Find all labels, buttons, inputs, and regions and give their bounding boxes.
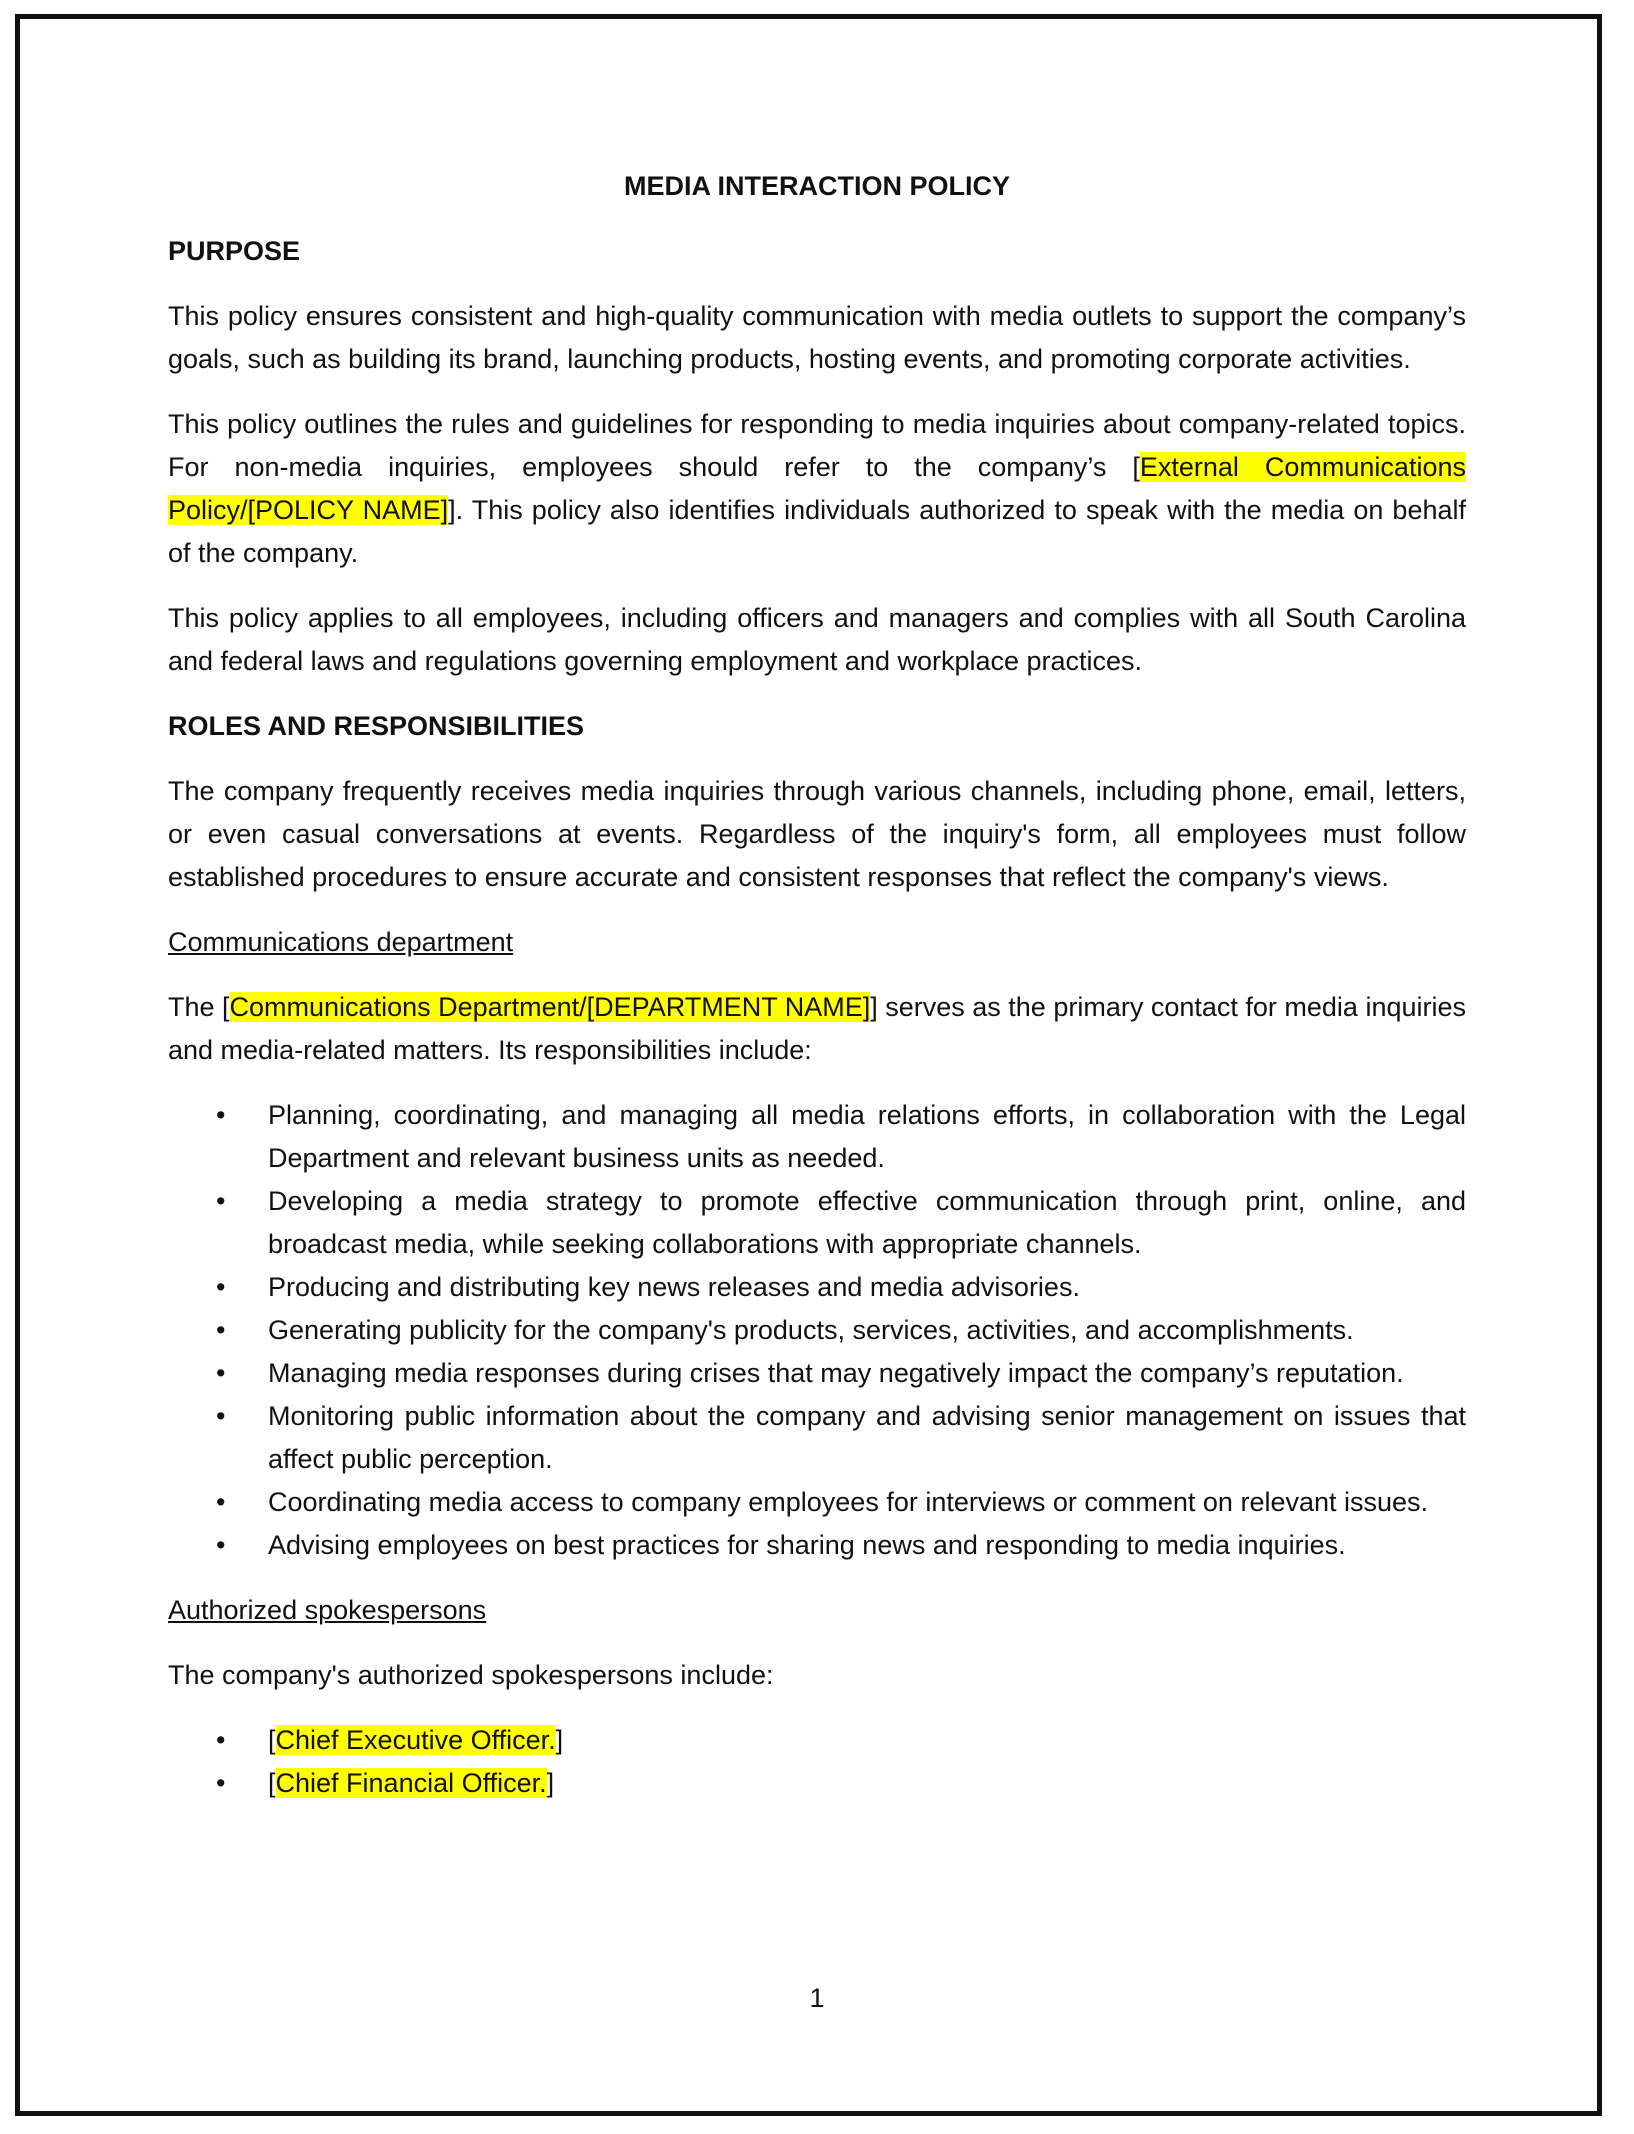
purpose-paragraph-3: This policy applies to all employees, including officers and managers and complies with all South Carolina and federal laws and regulations governing employment and workplace practices.: [168, 603, 1466, 676]
communications-intro: [168, 986, 1466, 1072]
responsibilities-list: [168, 1094, 1466, 1567]
bullet-icon: •: [216, 1100, 226, 1130]
spokespersons-intro: The company's authorized spokespersons include:: [168, 1660, 774, 1690]
bullet-icon: •: [216, 1401, 226, 1431]
list-item-text: Producing and distributing key news releases and media advisories.: [268, 1272, 1080, 1302]
list-item-text: Advising employees on best practices for sharing news and responding to media inquiries.: [268, 1530, 1346, 1560]
purpose-paragraph-2-before: This policy outlines the rules and guidelines for responding to media inquiries about company-related topics. For non-media inquiries, employees should refer to the company’s [: [168, 409, 1466, 482]
list-item: [168, 1352, 1466, 1395]
list-item: [168, 1309, 1466, 1352]
list-item: [168, 1180, 1466, 1266]
bullet-icon: •: [216, 1530, 226, 1560]
bracket-close: ]: [546, 1768, 555, 1798]
spokespersons-list: [168, 1719, 1466, 1805]
list-item-text: Coordinating media access to company employees for interviews or comment on relevant issues.: [268, 1487, 1429, 1517]
bullet-icon: •: [216, 1725, 226, 1755]
purpose-paragraph-2-after: ]. This policy also identifies individuals authorized to speak with the media on behalf of the company.: [168, 495, 1467, 568]
list-item: [168, 1719, 1466, 1762]
list-item-text: Developing a media strategy to promote effective communication through print, online, and broadcast media, while seeking collaborations with appropriate channels.: [268, 1186, 1466, 1259]
spokespersons-subheading: Authorized spokespersons: [168, 1595, 487, 1625]
list-item: [168, 1481, 1466, 1524]
document-body: [168, 165, 1466, 1827]
list-item-text: Generating publicity for the company's products, services, activities, and accomplishments.: [268, 1315, 1354, 1345]
bullet-icon: •: [216, 1315, 226, 1345]
list-item-text: Monitoring public information about the company and advising senior management on issues that affect public perception.: [268, 1401, 1466, 1474]
purpose-paragraph-1: This policy ensures consistent and high-quality communication with media outlets to support the company’s goals, such as building its brand, launching products, hosting events, and promoting corporate activities.: [168, 301, 1466, 374]
roles-paragraph-1: The company frequently receives media inquiries through various channels, including phone, email, letters, or even casual conversations at events. Regardless of the inquiry's form, all employees must follow established procedures to ensure accurate and consistent responses that reflect the company's views.: [168, 776, 1466, 892]
policy-name-placeholder: External Communications Policy/[POLICY NAME]: [168, 452, 1466, 525]
page-number: 1: [809, 1983, 825, 2013]
communications-intro-before: The [: [168, 992, 230, 1022]
list-item: [168, 1094, 1466, 1180]
spokesperson-placeholder: Chief Executive Officer.: [275, 1725, 556, 1755]
bullet-icon: •: [216, 1768, 226, 1798]
list-item: [168, 1762, 1466, 1805]
list-item: [168, 1524, 1466, 1567]
list-item-text: Planning, coordinating, and managing all media relations efforts, in collaboration with the Legal Department and relevant business units as needed.: [268, 1100, 1466, 1173]
bullet-icon: •: [216, 1272, 226, 1302]
list-item: [168, 1266, 1466, 1309]
list-item: [168, 1395, 1466, 1481]
purpose-paragraph-2: [168, 403, 1466, 575]
bullet-icon: •: [216, 1358, 226, 1388]
purpose-heading: PURPOSE: [168, 236, 301, 266]
bracket-open: [: [268, 1768, 276, 1798]
spokesperson-placeholder: Chief Financial Officer.: [275, 1768, 547, 1798]
roles-heading: ROLES AND RESPONSIBILITIES: [168, 711, 585, 741]
bullet-icon: •: [216, 1487, 226, 1517]
communications-subheading: Communications department: [168, 927, 514, 957]
communications-intro-after: ] serves as the primary contact for media inquiries and media-related matters. Its responsibilities include:: [168, 992, 1466, 1065]
document-title: MEDIA INTERACTION POLICY: [623, 171, 1010, 201]
list-item-text: Managing media responses during crises that may negatively impact the company’s reputation.: [268, 1358, 1404, 1388]
bracket-close: ]: [555, 1725, 564, 1755]
bullet-icon: •: [216, 1186, 226, 1216]
department-name-placeholder: Communications Department/[DEPARTMENT NAME]: [229, 992, 871, 1022]
bracket-open: [: [268, 1725, 276, 1755]
